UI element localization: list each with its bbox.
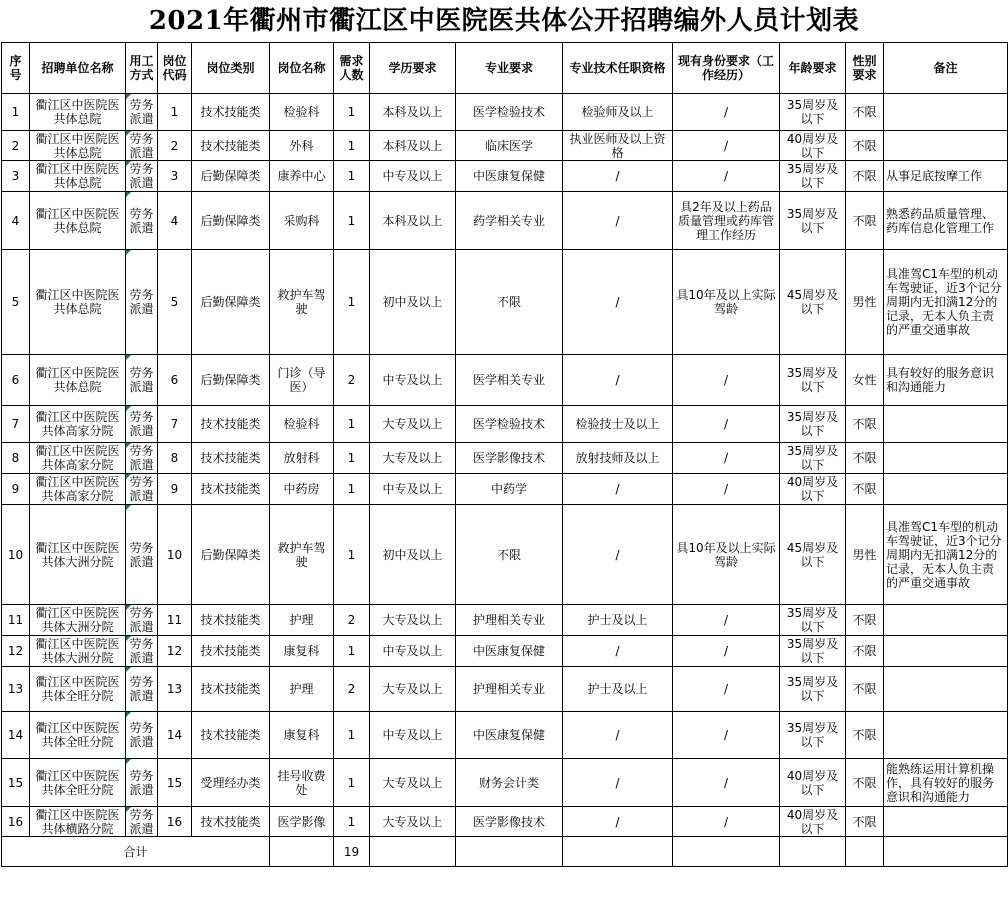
cell-gender: 不限	[846, 605, 884, 636]
recruitment-table	[1, 42, 1008, 867]
total-empty-cell	[780, 837, 846, 867]
cell-post-code: 7	[158, 406, 192, 443]
cell-identity-experience: 具10年及以上实际驾龄	[673, 250, 780, 355]
header-seq: 序号	[2, 43, 30, 94]
cell-gender: 不限	[846, 443, 884, 474]
cell-age: 35周岁及以下	[780, 161, 846, 192]
total-empty-cell	[884, 837, 1008, 867]
cell-education: 中专及以上	[370, 355, 456, 406]
cell-post-name: 采购科	[270, 192, 334, 250]
header-post-name: 岗位名称	[270, 43, 334, 94]
cell-gender: 男性	[846, 250, 884, 355]
cell-major: 护理相关专业	[456, 667, 563, 712]
cell-unit: 衢江区中医院医共体高家分院	[30, 443, 126, 474]
cell-post-code: 10	[158, 505, 192, 605]
cell-employment-type: 劳务派遣	[126, 406, 158, 443]
header-employment-type: 用工方式	[126, 43, 158, 94]
cell-post-name: 挂号收费处	[270, 759, 334, 807]
table-row	[2, 131, 1008, 161]
cell-post-name: 康复科	[270, 636, 334, 667]
cell-remarks	[884, 474, 1008, 505]
cell-unit: 衢江区中医院医共体总院	[30, 131, 126, 161]
cell-age: 35周岁及以下	[780, 605, 846, 636]
cell-headcount: 1	[334, 443, 370, 474]
cell-headcount: 2	[334, 355, 370, 406]
cell-headcount: 1	[334, 505, 370, 605]
cell-post-code: 11	[158, 605, 192, 636]
cell-post-name: 医学影像	[270, 807, 334, 837]
cell-age: 35周岁及以下	[780, 443, 846, 474]
cell-unit: 衢江区中医院医共体大洲分院	[30, 505, 126, 605]
cell-age: 40周岁及以下	[780, 759, 846, 807]
cell-age: 40周岁及以下	[780, 474, 846, 505]
cell-identity-experience: 具10年及以上实际驾龄	[673, 505, 780, 605]
cell-qualification: /	[563, 759, 673, 807]
cell-qualification: /	[563, 192, 673, 250]
table-header-row	[2, 43, 1008, 94]
cell-education: 本科及以上	[370, 94, 456, 131]
cell-gender: 不限	[846, 161, 884, 192]
cell-identity-experience: /	[673, 355, 780, 406]
cell-major: 中药学	[456, 474, 563, 505]
cell-unit: 衢江区中医院医共体总院	[30, 161, 126, 192]
cell-unit: 衢江区中医院医共体横路分院	[30, 807, 126, 837]
cell-post-category: 技术技能类	[192, 712, 270, 759]
cell-education: 大专及以上	[370, 807, 456, 837]
cell-post-code: 15	[158, 759, 192, 807]
cell-remarks	[884, 94, 1008, 131]
total-empty-cell	[270, 837, 334, 867]
total-empty-cell	[846, 837, 884, 867]
cell-unit: 衢江区中医院医共体大洲分院	[30, 636, 126, 667]
cell-seq: 16	[2, 807, 30, 837]
cell-headcount: 1	[334, 94, 370, 131]
cell-qualification: 检验师及以上	[563, 94, 673, 131]
cell-employment-type: 劳务派遣	[126, 505, 158, 605]
header-qualification: 专业技术任职资格	[563, 43, 673, 94]
cell-identity-experience: /	[673, 605, 780, 636]
cell-headcount: 2	[334, 667, 370, 712]
cell-age: 45周岁及以下	[780, 505, 846, 605]
cell-post-category: 技术技能类	[192, 474, 270, 505]
table-row	[2, 667, 1008, 712]
cell-post-code: 2	[158, 131, 192, 161]
header-major: 专业要求	[456, 43, 563, 94]
cell-identity-experience: /	[673, 807, 780, 837]
cell-gender: 男性	[846, 505, 884, 605]
cell-seq: 9	[2, 474, 30, 505]
table-row	[2, 192, 1008, 250]
cell-employment-type: 劳务派遣	[126, 759, 158, 807]
cell-employment-type: 劳务派遣	[126, 94, 158, 131]
cell-education: 大专及以上	[370, 406, 456, 443]
cell-remarks	[884, 131, 1008, 161]
cell-employment-type: 劳务派遣	[126, 131, 158, 161]
cell-employment-type: 劳务派遣	[126, 250, 158, 355]
table-row	[2, 712, 1008, 759]
table-row	[2, 505, 1008, 605]
cell-major: 医学影像技术	[456, 443, 563, 474]
cell-post-category: 技术技能类	[192, 605, 270, 636]
cell-remarks: 能熟练运用计算机操作，具有较好的服务意识和沟通能力	[884, 759, 1008, 807]
cell-age: 40周岁及以下	[780, 131, 846, 161]
cell-post-category: 后勤保障类	[192, 161, 270, 192]
cell-employment-type: 劳务派遣	[126, 712, 158, 759]
cell-employment-type: 劳务派遣	[126, 807, 158, 837]
cell-remarks	[884, 667, 1008, 712]
cell-qualification: /	[563, 636, 673, 667]
cell-education: 中专及以上	[370, 161, 456, 192]
cell-qualification: 执业医师及以上资格	[563, 131, 673, 161]
cell-age: 35周岁及以下	[780, 94, 846, 131]
cell-qualification: 放射技师及以上	[563, 443, 673, 474]
cell-headcount: 1	[334, 406, 370, 443]
cell-seq: 1	[2, 94, 30, 131]
header-post-category: 岗位类别	[192, 43, 270, 94]
cell-headcount: 1	[334, 161, 370, 192]
cell-gender: 不限	[846, 94, 884, 131]
cell-identity-experience: /	[673, 474, 780, 505]
cell-education: 中专及以上	[370, 712, 456, 759]
table-row	[2, 759, 1008, 807]
cell-unit: 衢江区中医院医共体高家分院	[30, 406, 126, 443]
cell-major: 医学影像技术	[456, 807, 563, 837]
cell-unit: 衢江区中医院医共体总院	[30, 94, 126, 131]
cell-post-code: 9	[158, 474, 192, 505]
cell-qualification: /	[563, 474, 673, 505]
cell-qualification: /	[563, 505, 673, 605]
cell-age: 35周岁及以下	[780, 712, 846, 759]
cell-unit: 衢江区中医院医共体大洲分院	[30, 605, 126, 636]
cell-identity-experience: /	[673, 94, 780, 131]
cell-seq: 7	[2, 406, 30, 443]
cell-post-category: 后勤保障类	[192, 250, 270, 355]
cell-identity-experience: /	[673, 131, 780, 161]
cell-post-category: 技术技能类	[192, 636, 270, 667]
table-row	[2, 443, 1008, 474]
cell-education: 大专及以上	[370, 759, 456, 807]
cell-employment-type: 劳务派遣	[126, 474, 158, 505]
cell-qualification: /	[563, 161, 673, 192]
table-row	[2, 161, 1008, 192]
cell-age: 35周岁及以下	[780, 667, 846, 712]
cell-post-code: 3	[158, 161, 192, 192]
cell-education: 初中及以上	[370, 250, 456, 355]
cell-seq: 4	[2, 192, 30, 250]
header-headcount: 需求人数	[334, 43, 370, 94]
cell-post-code: 1	[158, 94, 192, 131]
cell-education: 中专及以上	[370, 636, 456, 667]
cell-remarks	[884, 443, 1008, 474]
cell-remarks	[884, 605, 1008, 636]
cell-age: 45周岁及以下	[780, 250, 846, 355]
cell-post-name: 救护车驾驶	[270, 505, 334, 605]
cell-qualification: 检验技士及以上	[563, 406, 673, 443]
cell-post-category: 后勤保障类	[192, 355, 270, 406]
cell-remarks: 具准驾C1车型的机动车驾驶证，近3个记分周期内无扣满12分的记录，无本人负主责的严重交通事故	[884, 505, 1008, 605]
cell-post-category: 技术技能类	[192, 443, 270, 474]
cell-post-code: 16	[158, 807, 192, 837]
cell-post-name: 康复科	[270, 712, 334, 759]
cell-seq: 12	[2, 636, 30, 667]
cell-post-name: 门诊（导医）	[270, 355, 334, 406]
cell-major: 医学相关专业	[456, 355, 563, 406]
cell-major: 不限	[456, 250, 563, 355]
cell-major: 医学检验技术	[456, 94, 563, 131]
cell-education: 初中及以上	[370, 505, 456, 605]
cell-major: 医学检验技术	[456, 406, 563, 443]
cell-headcount: 2	[334, 605, 370, 636]
cell-headcount: 1	[334, 474, 370, 505]
cell-seq: 8	[2, 443, 30, 474]
cell-seq: 11	[2, 605, 30, 636]
table-row	[2, 94, 1008, 131]
cell-unit: 衢江区中医院医共体总院	[30, 250, 126, 355]
header-remarks: 备注	[884, 43, 1008, 94]
table-row	[2, 355, 1008, 406]
cell-qualification: 护士及以上	[563, 667, 673, 712]
cell-unit: 衢江区中医院医共体高家分院	[30, 474, 126, 505]
cell-unit: 衢江区中医院医共体全旺分院	[30, 712, 126, 759]
cell-education: 大专及以上	[370, 443, 456, 474]
cell-qualification: /	[563, 355, 673, 406]
cell-post-code: 14	[158, 712, 192, 759]
cell-employment-type: 劳务派遣	[126, 161, 158, 192]
table-row	[2, 636, 1008, 667]
cell-post-name: 康养中心	[270, 161, 334, 192]
header-education: 学历要求	[370, 43, 456, 94]
cell-post-name: 护理	[270, 667, 334, 712]
cell-major: 财务会计类	[456, 759, 563, 807]
cell-post-category: 技术技能类	[192, 131, 270, 161]
cell-education: 大专及以上	[370, 605, 456, 636]
cell-post-category: 后勤保障类	[192, 192, 270, 250]
cell-seq: 13	[2, 667, 30, 712]
cell-identity-experience: /	[673, 759, 780, 807]
cell-headcount: 1	[334, 759, 370, 807]
cell-gender: 不限	[846, 192, 884, 250]
table-row	[2, 250, 1008, 355]
header-identity-experience: 现有身份要求（工作经历）	[673, 43, 780, 94]
cell-employment-type: 劳务派遣	[126, 443, 158, 474]
cell-major: 临床医学	[456, 131, 563, 161]
cell-employment-type: 劳务派遣	[126, 192, 158, 250]
cell-identity-experience: 具2年及以上药品质量管理或药库管理工作经历	[673, 192, 780, 250]
cell-remarks	[884, 807, 1008, 837]
cell-seq: 5	[2, 250, 30, 355]
cell-post-name: 放射科	[270, 443, 334, 474]
cell-remarks	[884, 712, 1008, 759]
cell-remarks: 具有较好的服务意识和沟通能力	[884, 355, 1008, 406]
cell-employment-type: 劳务派遣	[126, 636, 158, 667]
cell-headcount: 1	[334, 636, 370, 667]
cell-post-category: 受理经办类	[192, 759, 270, 807]
header-post-code: 岗位代码	[158, 43, 192, 94]
cell-post-code: 13	[158, 667, 192, 712]
cell-major: 药学相关专业	[456, 192, 563, 250]
cell-headcount: 1	[334, 131, 370, 161]
cell-post-code: 6	[158, 355, 192, 406]
cell-post-code: 8	[158, 443, 192, 474]
cell-post-name: 中药房	[270, 474, 334, 505]
cell-identity-experience: /	[673, 712, 780, 759]
cell-gender: 不限	[846, 636, 884, 667]
cell-education: 本科及以上	[370, 131, 456, 161]
cell-identity-experience: /	[673, 406, 780, 443]
table-row	[2, 807, 1008, 837]
cell-identity-experience: /	[673, 443, 780, 474]
cell-post-category: 技术技能类	[192, 807, 270, 837]
cell-age: 35周岁及以下	[780, 636, 846, 667]
cell-major: 中医康复保健	[456, 712, 563, 759]
cell-gender: 不限	[846, 406, 884, 443]
cell-headcount: 1	[334, 712, 370, 759]
cell-age: 35周岁及以下	[780, 406, 846, 443]
cell-seq: 2	[2, 131, 30, 161]
cell-post-code: 4	[158, 192, 192, 250]
cell-post-code: 12	[158, 636, 192, 667]
total-count: 19	[334, 837, 370, 867]
cell-qualification: /	[563, 807, 673, 837]
cell-qualification: /	[563, 712, 673, 759]
table-row	[2, 406, 1008, 443]
cell-unit: 衢江区中医院医共体总院	[30, 355, 126, 406]
cell-employment-type: 劳务派遣	[126, 355, 158, 406]
cell-remarks: 熟悉药品质量管理、药库信息化管理工作	[884, 192, 1008, 250]
cell-headcount: 1	[334, 807, 370, 837]
cell-remarks: 从事足底按摩工作	[884, 161, 1008, 192]
header-gender: 性别要求	[846, 43, 884, 94]
cell-seq: 10	[2, 505, 30, 605]
total-empty-cell	[563, 837, 673, 867]
cell-qualification: /	[563, 250, 673, 355]
cell-major: 中医康复保健	[456, 636, 563, 667]
cell-gender: 女性	[846, 355, 884, 406]
cell-gender: 不限	[846, 712, 884, 759]
cell-seq: 6	[2, 355, 30, 406]
cell-headcount: 1	[334, 192, 370, 250]
cell-identity-experience: /	[673, 161, 780, 192]
cell-headcount: 1	[334, 250, 370, 355]
cell-post-name: 救护车驾驶	[270, 250, 334, 355]
cell-major: 护理相关专业	[456, 605, 563, 636]
cell-employment-type: 劳务派遣	[126, 667, 158, 712]
cell-post-category: 技术技能类	[192, 94, 270, 131]
cell-unit: 衢江区中医院医共体全旺分院	[30, 667, 126, 712]
total-label: 合计	[2, 837, 270, 867]
cell-post-code: 5	[158, 250, 192, 355]
cell-remarks: 具准驾C1车型的机动车驾驶证，近3个记分周期内无扣满12分的记录，无本人负主责的严重交通事故	[884, 250, 1008, 355]
cell-post-name: 护理	[270, 605, 334, 636]
table-row	[2, 474, 1008, 505]
cell-post-category: 后勤保障类	[192, 505, 270, 605]
total-empty-cell	[673, 837, 780, 867]
cell-qualification: 护士及以上	[563, 605, 673, 636]
cell-identity-experience: /	[673, 667, 780, 712]
cell-major: 中医康复保健	[456, 161, 563, 192]
cell-gender: 不限	[846, 474, 884, 505]
header-unit: 招聘单位名称	[30, 43, 126, 94]
cell-seq: 3	[2, 161, 30, 192]
total-empty-cell	[370, 837, 456, 867]
header-age: 年龄要求	[780, 43, 846, 94]
cell-remarks	[884, 636, 1008, 667]
table-row	[2, 605, 1008, 636]
cell-age: 40周岁及以下	[780, 807, 846, 837]
cell-employment-type: 劳务派遣	[126, 605, 158, 636]
cell-gender: 不限	[846, 807, 884, 837]
cell-post-name: 外科	[270, 131, 334, 161]
cell-gender: 不限	[846, 759, 884, 807]
total-row	[2, 837, 1008, 867]
cell-major: 不限	[456, 505, 563, 605]
cell-seq: 15	[2, 759, 30, 807]
cell-education: 本科及以上	[370, 192, 456, 250]
cell-unit: 衢江区中医院医共体全旺分院	[30, 759, 126, 807]
cell-gender: 不限	[846, 667, 884, 712]
cell-age: 35周岁及以下	[780, 192, 846, 250]
cell-remarks	[884, 406, 1008, 443]
cell-post-category: 技术技能类	[192, 667, 270, 712]
cell-identity-experience: /	[673, 636, 780, 667]
total-empty-cell	[456, 837, 563, 867]
cell-post-name: 检验科	[270, 406, 334, 443]
cell-post-name: 检验科	[270, 94, 334, 131]
cell-post-category: 技术技能类	[192, 406, 270, 443]
cell-education: 大专及以上	[370, 667, 456, 712]
cell-gender: 不限	[846, 131, 884, 161]
cell-education: 中专及以上	[370, 474, 456, 505]
cell-age: 35周岁及以下	[780, 355, 846, 406]
cell-unit: 衢江区中医院医共体总院	[30, 192, 126, 250]
cell-seq: 14	[2, 712, 30, 759]
page-title: 2021年衢州市衢江区中医院医共体公开招聘编外人员计划表	[148, 6, 860, 36]
